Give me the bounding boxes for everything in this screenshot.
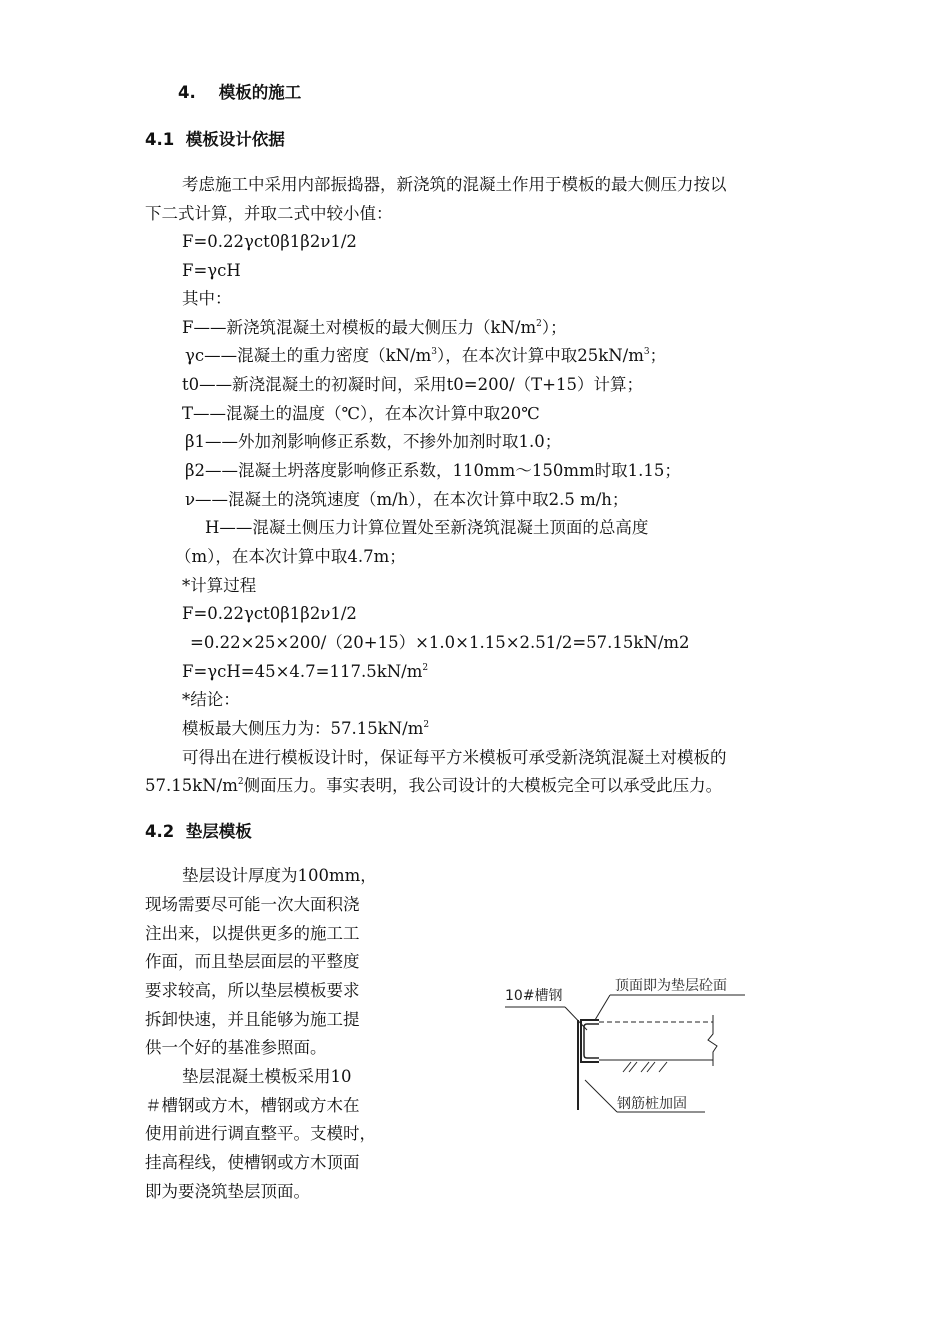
superscript: 2	[536, 319, 542, 329]
definition-F	[182, 318, 567, 338]
paragraph-line: 下二式计算，并取二式中较小值：	[145, 204, 393, 223]
superscript: 2	[422, 663, 429, 673]
para42-line: 注出来，以提供更多的施工工	[145, 924, 360, 943]
ground-hatch	[623, 1062, 667, 1072]
definition-H-line1: H——混凝土侧压力计算位置处至新浇筑混凝土顶面的总高度	[205, 518, 649, 537]
para42b-line: 即为要浇筑垫层顶面。	[145, 1182, 310, 1201]
formwork-diagram	[495, 960, 755, 1120]
para42-line: 现场需要尽可能一次大面积浇	[145, 895, 360, 914]
leader-pile	[585, 1080, 617, 1112]
heading-4-1	[145, 130, 285, 150]
heading-4-number: 4.	[178, 83, 196, 102]
heading-4-2	[145, 822, 252, 842]
superscript: 3	[431, 347, 437, 357]
calc-line-3	[182, 662, 428, 682]
definition-tail: ；	[649, 346, 667, 365]
closing-value: 57.15kN/m	[145, 776, 238, 795]
leader-top	[595, 995, 610, 1020]
heading-4	[178, 83, 301, 103]
formula-1: F=0.22γct0β1β2ν1/2	[182, 232, 357, 251]
definition-t0: t0——新浇混凝土的初凝时间，采用t0=200/（T+15）计算；	[182, 375, 643, 394]
definition-text: F——新浇筑混凝土对模板的最大侧压力（kN/m	[182, 318, 537, 337]
heading-4-title: 模板的施工	[218, 83, 302, 102]
definition-beta1: β1——外加剂影响修正系数，不掺外加剂时取1.0；	[185, 432, 562, 451]
definition-beta2: β2——混凝土坍落度影响修正系数，110mm～150mm时取1.15；	[185, 461, 681, 480]
calc-line-2: =0.22×25×200/（20+15）×1.0×1.15×2.51/2=57.15kN/m2	[190, 633, 690, 652]
formula-2: F=γcH	[182, 261, 241, 280]
para42-line: 供一个好的基准参照面。	[145, 1038, 327, 1057]
label-rebar-pile: 钢筋桩加固	[617, 1096, 687, 1112]
para42b-line: 挂高程线，使槽钢或方木顶面	[145, 1153, 360, 1172]
label-channel-steel: 10#槽钢	[505, 988, 563, 1004]
definition-text: γc——混凝土的重力密度（kN/m	[185, 346, 432, 365]
para42b-line: 垫层混凝土模板采用10	[182, 1067, 352, 1086]
closing-line-2	[145, 776, 722, 796]
superscript: 2	[423, 720, 430, 730]
label-top-surface: 顶面即为垫层砼面	[615, 978, 727, 994]
calc-text: F=γcH=45×4.7=117.5kN/m	[182, 662, 423, 681]
conclusion-title: *结论：	[182, 690, 240, 709]
superscript: 2	[237, 777, 244, 787]
calc-line-1: F=0.22γct0β1β2ν1/2	[182, 604, 357, 623]
break-line	[708, 1015, 717, 1066]
closing-line-1: 可得出在进行模板设计时，保证每平方米模板可承受新浇筑混凝土对模板的	[182, 748, 727, 767]
para42-line: 拆卸快速，并且能够为施工提	[145, 1010, 360, 1029]
where-label: 其中：	[182, 289, 232, 308]
para42-line: 要求较高，所以垫层模板要求	[145, 981, 360, 1000]
para42-line: 作面，而且垫层面层的平整度	[145, 952, 360, 971]
conclusion-text: 模板最大侧压力为：57.15kN/m	[182, 719, 424, 738]
calc-title: *计算过程	[182, 576, 257, 595]
conclusion	[182, 719, 429, 739]
para42b-line: ＃槽钢或方木，槽钢或方木在	[145, 1096, 360, 1115]
paragraph-line: 考虑施工中采用内部振捣器，新浇筑的混凝土作用于模板的最大侧压力按以	[182, 175, 727, 194]
definition-gamma-c	[185, 346, 666, 366]
superscript: 3	[643, 347, 650, 357]
definition-tail: ）；	[541, 318, 567, 337]
closing-text: 侧面压力。事实表明，我公司设计的大模板完全可以承受此压力。	[243, 776, 723, 795]
heading-4-1-number: 4.1	[145, 130, 175, 149]
para42b-line: 使用前进行调直整平。支模时，	[145, 1124, 376, 1143]
definition-v: ν——混凝土的浇筑速度（m/h），在本次计算中取2.5 m/h；	[185, 490, 629, 509]
definition-H-line2: （m），在本次计算中取4.7m；	[175, 547, 406, 566]
para42-line: 垫层设计厚度为100mm，	[182, 866, 377, 885]
definition-T: T——混凝土的温度（℃），在本次计算中取20℃	[182, 404, 540, 423]
heading-4-2-title: 垫层模板	[185, 822, 252, 841]
heading-4-2-number: 4.2	[145, 822, 175, 841]
definition-mid: ），在本次计算中取25kN/m	[436, 346, 644, 365]
heading-4-1-title: 模板设计依据	[185, 130, 285, 149]
